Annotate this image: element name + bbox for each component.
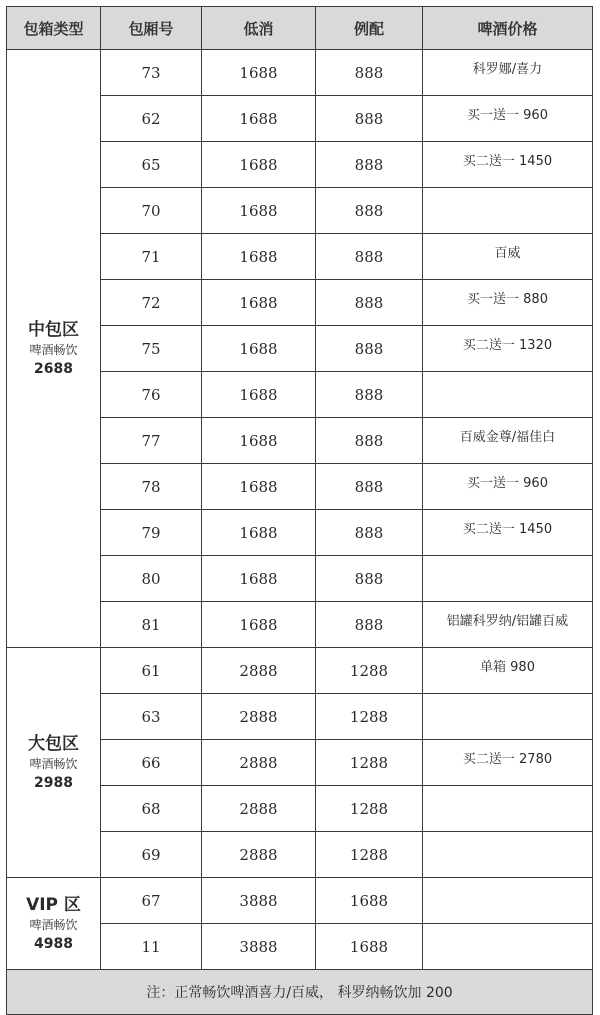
table-row [7,50,593,96]
room-number: 77 [101,418,202,464]
minimum-spend: 3888 [202,924,316,970]
header-standard-package: 例配 [316,7,423,50]
zone-cell [7,648,101,878]
header-room-number: 包厢号 [101,7,202,50]
beer-price: 买二送一 1320 [423,326,593,372]
standard-package: 1288 [316,832,423,878]
beer-price [423,694,593,740]
minimum-spend: 1688 [202,372,316,418]
beer-price [423,786,593,832]
standard-package: 888 [316,234,423,280]
minimum-spend: 1688 [202,142,316,188]
minimum-spend: 3888 [202,878,316,924]
standard-package: 888 [316,418,423,464]
room-number: 80 [101,556,202,602]
beer-price: 铝罐科罗纳/铝罐百威 [423,602,593,648]
minimum-spend: 1688 [202,96,316,142]
zone-cell [7,50,101,648]
minimum-spend: 1688 [202,280,316,326]
header-beer-price: 啤酒价格 [423,7,593,50]
standard-package: 1288 [316,694,423,740]
table-body [7,50,593,970]
minimum-spend: 1688 [202,510,316,556]
room-number: 68 [101,786,202,832]
beer-price: 买一送一 960 [423,464,593,510]
standard-package: 1688 [316,924,423,970]
minimum-spend: 1688 [202,602,316,648]
standard-package: 888 [316,142,423,188]
beer-price [423,556,593,602]
zone-price: 4988 [34,935,73,952]
standard-package: 1288 [316,740,423,786]
room-number: 78 [101,464,202,510]
room-number: 62 [101,96,202,142]
room-number: 79 [101,510,202,556]
room-number: 76 [101,372,202,418]
standard-package: 888 [316,510,423,556]
minimum-spend: 2888 [202,786,316,832]
beer-price: 百威 [423,234,593,280]
standard-package: 888 [316,602,423,648]
beer-price: 百威金尊/福佳白 [423,418,593,464]
beer-price: 买二送一 2780 [423,740,593,786]
zone-name: 中包区 [28,319,79,340]
standard-package: 888 [316,188,423,234]
zone-subtitle: 啤酒畅饮 [29,917,78,932]
room-number: 71 [101,234,202,280]
standard-package: 888 [316,50,423,96]
room-number: 69 [101,832,202,878]
table-row [7,878,593,924]
beer-price: 买二送一 1450 [423,510,593,556]
room-number: 73 [101,50,202,96]
minimum-spend: 2888 [202,740,316,786]
minimum-spend: 2888 [202,648,316,694]
room-number: 63 [101,694,202,740]
minimum-spend: 1688 [202,326,316,372]
beer-price [423,924,593,970]
beer-price [423,188,593,234]
room-number: 81 [101,602,202,648]
minimum-spend: 1688 [202,464,316,510]
zone-cell [7,878,101,970]
header-row [7,7,593,50]
room-number: 75 [101,326,202,372]
zone-subtitle: 啤酒畅饮 [29,342,78,357]
beer-price: 科罗娜/喜力 [423,50,593,96]
minimum-spend: 1688 [202,418,316,464]
beer-price [423,832,593,878]
standard-package: 888 [316,326,423,372]
beer-price: 单箱 980 [423,648,593,694]
note-row [7,970,593,1015]
room-number: 72 [101,280,202,326]
room-number: 11 [101,924,202,970]
room-number: 61 [101,648,202,694]
beer-price: 买一送一 960 [423,96,593,142]
standard-package: 1688 [316,878,423,924]
zone-price: 2988 [34,774,73,791]
minimum-spend: 1688 [202,50,316,96]
standard-package: 888 [316,372,423,418]
minimum-spend: 2888 [202,832,316,878]
header-room-type: 包箱类型 [7,7,101,50]
standard-package: 1288 [316,648,423,694]
header-minimum-spend: 低消 [202,7,316,50]
zone-name: VIP 区 [26,894,81,915]
zone-price: 2688 [34,360,73,377]
beer-price [423,878,593,924]
room-number: 65 [101,142,202,188]
room-number: 66 [101,740,202,786]
zone-subtitle: 啤酒畅饮 [29,756,78,771]
table-row [7,648,593,694]
zone-name: 大包区 [28,733,79,754]
room-number: 70 [101,188,202,234]
room-price-table [6,6,593,1015]
beer-price: 买一送一 880 [423,280,593,326]
standard-package: 888 [316,464,423,510]
standard-package: 1288 [316,786,423,832]
standard-package: 888 [316,280,423,326]
minimum-spend: 2888 [202,694,316,740]
note-text: 注：正常畅饮啤酒喜力/百威， 科罗纳畅饮加 200 [7,970,593,1015]
minimum-spend: 1688 [202,556,316,602]
minimum-spend: 1688 [202,188,316,234]
minimum-spend: 1688 [202,234,316,280]
standard-package: 888 [316,96,423,142]
standard-package: 888 [316,556,423,602]
beer-price: 买二送一 1450 [423,142,593,188]
room-number: 67 [101,878,202,924]
beer-price [423,372,593,418]
